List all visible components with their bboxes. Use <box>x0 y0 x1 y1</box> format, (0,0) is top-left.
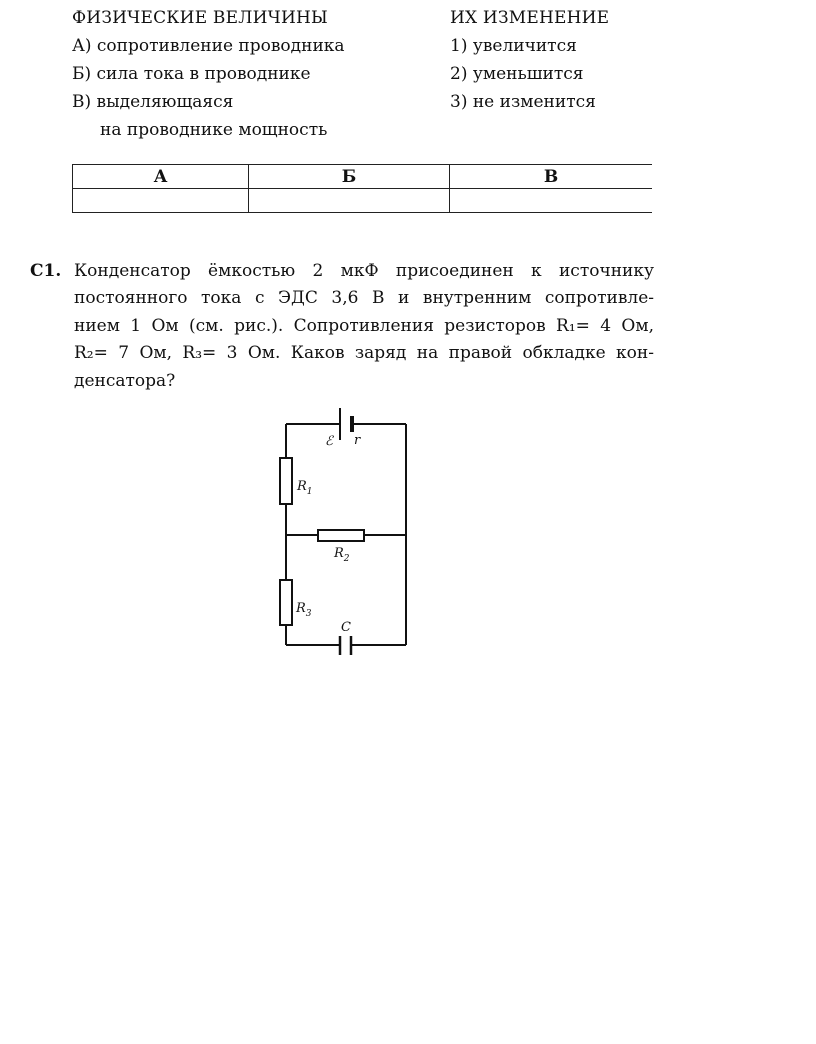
change-3: 3) не изменится <box>450 92 596 112</box>
r1-label: $R_1$ <box>297 479 313 497</box>
resistor-r3 <box>280 580 292 625</box>
task-line-4: R₂= 7 Ом, R₃= 3 Ом. Каков заряд на правой обкладке кон- <box>74 343 654 364</box>
internal-resistance-label: r <box>354 433 361 448</box>
capacitor-label: C <box>341 620 351 635</box>
resistor-r1 <box>280 458 292 504</box>
resistor-r2 <box>318 530 364 541</box>
quantity-v-continuation: на проводнике мощность <box>100 120 328 140</box>
quantity-a: А) сопротивление проводника <box>72 36 345 56</box>
emf-label: ℰ <box>325 434 333 449</box>
task-line-5: денсатора? <box>74 370 176 391</box>
answer-col-v-header: В <box>450 165 653 189</box>
task-line-1: Конденсатор ёмкостью 2 мкФ присоединен к источнику <box>74 261 654 281</box>
r2-label: $R_2$ <box>334 546 350 564</box>
change-1: 1) увеличится <box>450 36 577 56</box>
answer-col-b-header: Б <box>249 165 450 189</box>
answer-col-a-header: А <box>73 165 249 189</box>
task-line-2: постоянного тока с ЭДС 3,6 В и внутренним сопротивле- <box>74 288 654 309</box>
task-number: С1. <box>30 261 62 281</box>
left-column-header: ФИЗИЧЕСКИЕ ВЕЛИЧИНЫ <box>72 8 328 28</box>
right-column-header: ИХ ИЗМЕНЕНИЕ <box>450 8 610 28</box>
quantity-b: Б) сила тока в проводнике <box>72 64 311 84</box>
r3-label: $R_3$ <box>296 601 312 619</box>
quantity-v: В) выделяющаяся <box>72 92 234 112</box>
task-line-3: нием 1 Ом (см. рис.). Сопротивления резисторов R₁= 4 Ом, <box>74 315 654 336</box>
change-2: 2) уменьшится <box>450 64 584 84</box>
